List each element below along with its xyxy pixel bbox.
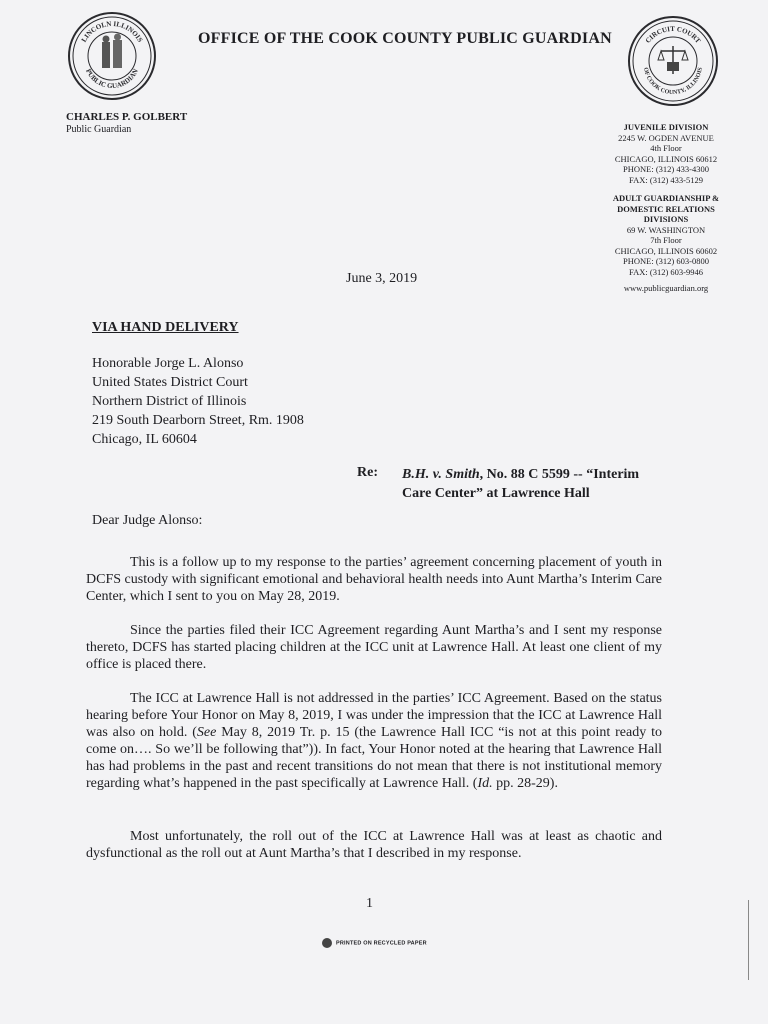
- paragraph-3-id: Id.: [477, 776, 493, 791]
- recycled-note: [322, 938, 427, 948]
- salutation: Dear Judge Alonso:: [92, 513, 203, 528]
- adult-line: 69 W. WASHINGTON: [626, 224, 706, 235]
- paragraph-4: [86, 828, 662, 862]
- circuit-court-seal-icon: [628, 16, 718, 106]
- adult-heading: ADULT GUARDIANSHIP &: [612, 193, 720, 203]
- paragraph-3-text-c: pp. 28-29).: [492, 776, 558, 791]
- paragraph-3: [86, 690, 662, 792]
- guardian-name: CHARLES P. GOLBERT: [66, 111, 188, 123]
- juvenile-line: 4th Floor: [650, 143, 682, 153]
- paragraph-4-text: Most unfortunately, the roll out of the ICC at Lawrence Hall was at least as chaotic and dysfunctional as the roll out at Aunt Martha’s that I described in my response.: [86, 829, 662, 861]
- svg-text:PUBLIC GUARDIAN: [84, 68, 140, 91]
- adult-line: PHONE: (312) 603-0800: [623, 256, 709, 266]
- re-label: Re:: [357, 465, 378, 480]
- paragraph-2-text: Since the parties filed their ICC Agreement regarding Aunt Martha’s and I sent my response thereto, DCFS has started placing children at the ICC unit at Lawrence Hall. At least one client of my office is placed there.: [86, 623, 662, 672]
- website-link[interactable]: www.publicguardian.org: [623, 283, 709, 293]
- paragraph-2: [86, 622, 662, 673]
- scan-edge-line: [748, 900, 749, 980]
- svg-text:CIRCUIT COURT: [644, 25, 702, 45]
- paragraph-1-text: This is a follow up to my response to the parties’ agreement concerning placement of youth in DCFS custody with significant emotional and behavioral health needs into Aunt Martha’s Interim Care Center, which I sent to you on May 28, 2019.: [86, 555, 662, 604]
- recycle-icon: [322, 938, 332, 948]
- public-guardian-seal-icon: [68, 12, 156, 100]
- address-line: Northern District of Illinois: [92, 394, 247, 409]
- paragraph-3-text-a: The ICC at Lawrence Hall is not addressed in the parties’ ICC Agreement. Based on the status hearing before Your Honor on May 8, 2019, I was under the impression that the ICC at Lawrence Hall was also on hold. (: [86, 691, 662, 740]
- juvenile-line: FAX: (312) 433-5129: [629, 174, 703, 185]
- left-seal-top-text: LINCOLN ILLINOIS: [79, 19, 145, 44]
- adult-heading: DIVISIONS: [643, 214, 689, 224]
- paragraph-3-see: See: [196, 725, 217, 740]
- address-line: 219 South Dearborn Street, Rm. 1908: [92, 413, 304, 428]
- address-line: United States District Court: [92, 375, 248, 390]
- adult-line: FAX: (312) 603-9946: [629, 266, 703, 277]
- paragraph-3-text-b: May 8, 2019 Tr. p. 15 (the Lawrence Hall ICC “is not at this point ready to come on…. So we’ll be following that”)). In fact, Your Honor noted at the hearing that Lawrence Hall has had problems in the past and recent transitions do not mean that there is not institutional memory regarding what’s happened in the past specifically at Lawrence Hall. (: [86, 725, 662, 791]
- paragraph-1: [86, 554, 662, 605]
- recipient-address: [92, 354, 304, 449]
- re-case-rest: , No. 88 C 5599 -- “Interim Care Center” at Lawrence Hall: [402, 467, 640, 501]
- juvenile-line: PHONE: (312) 433-4300: [623, 164, 709, 174]
- adult-line: CHICAGO, ILLINOIS 60602: [614, 245, 718, 256]
- juvenile-heading: JUVENILE DIVISION: [623, 122, 709, 132]
- left-seal-bottom-text: PUBLIC GUARDIAN: [84, 67, 140, 91]
- address-line: Chicago, IL 60604: [92, 432, 197, 447]
- adult-division-block: [600, 193, 732, 294]
- right-seal-bottom-text: OF COOK COUNTY, ILLINOIS: [642, 67, 704, 97]
- page-number: 1: [366, 896, 373, 911]
- recycled-note-text: PRINTED ON RECYCLED PAPER: [336, 940, 427, 947]
- adult-line: 7th Floor: [650, 235, 682, 245]
- guardian-title: Public Guardian: [66, 124, 132, 135]
- juvenile-division-block: [600, 122, 732, 185]
- juvenile-line: 2245 W. OGDEN AVENUE: [618, 132, 714, 143]
- delivery-method: VIA HAND DELIVERY: [92, 320, 239, 335]
- re-case-name: B.H. v. Smith: [402, 467, 480, 482]
- re-subject: [402, 465, 662, 503]
- address-line: Honorable Jorge L. Alonso: [92, 356, 244, 371]
- letter-date: June 3, 2019: [346, 271, 418, 286]
- adult-heading: DOMESTIC RELATIONS: [617, 203, 715, 214]
- office-title: OFFICE OF THE COOK COUNTY PUBLIC GUARDIAN: [198, 30, 612, 47]
- juvenile-line: CHICAGO, ILLINOIS 60612: [614, 153, 718, 164]
- right-seal-top-text: CIRCUIT COURT: [643, 24, 703, 45]
